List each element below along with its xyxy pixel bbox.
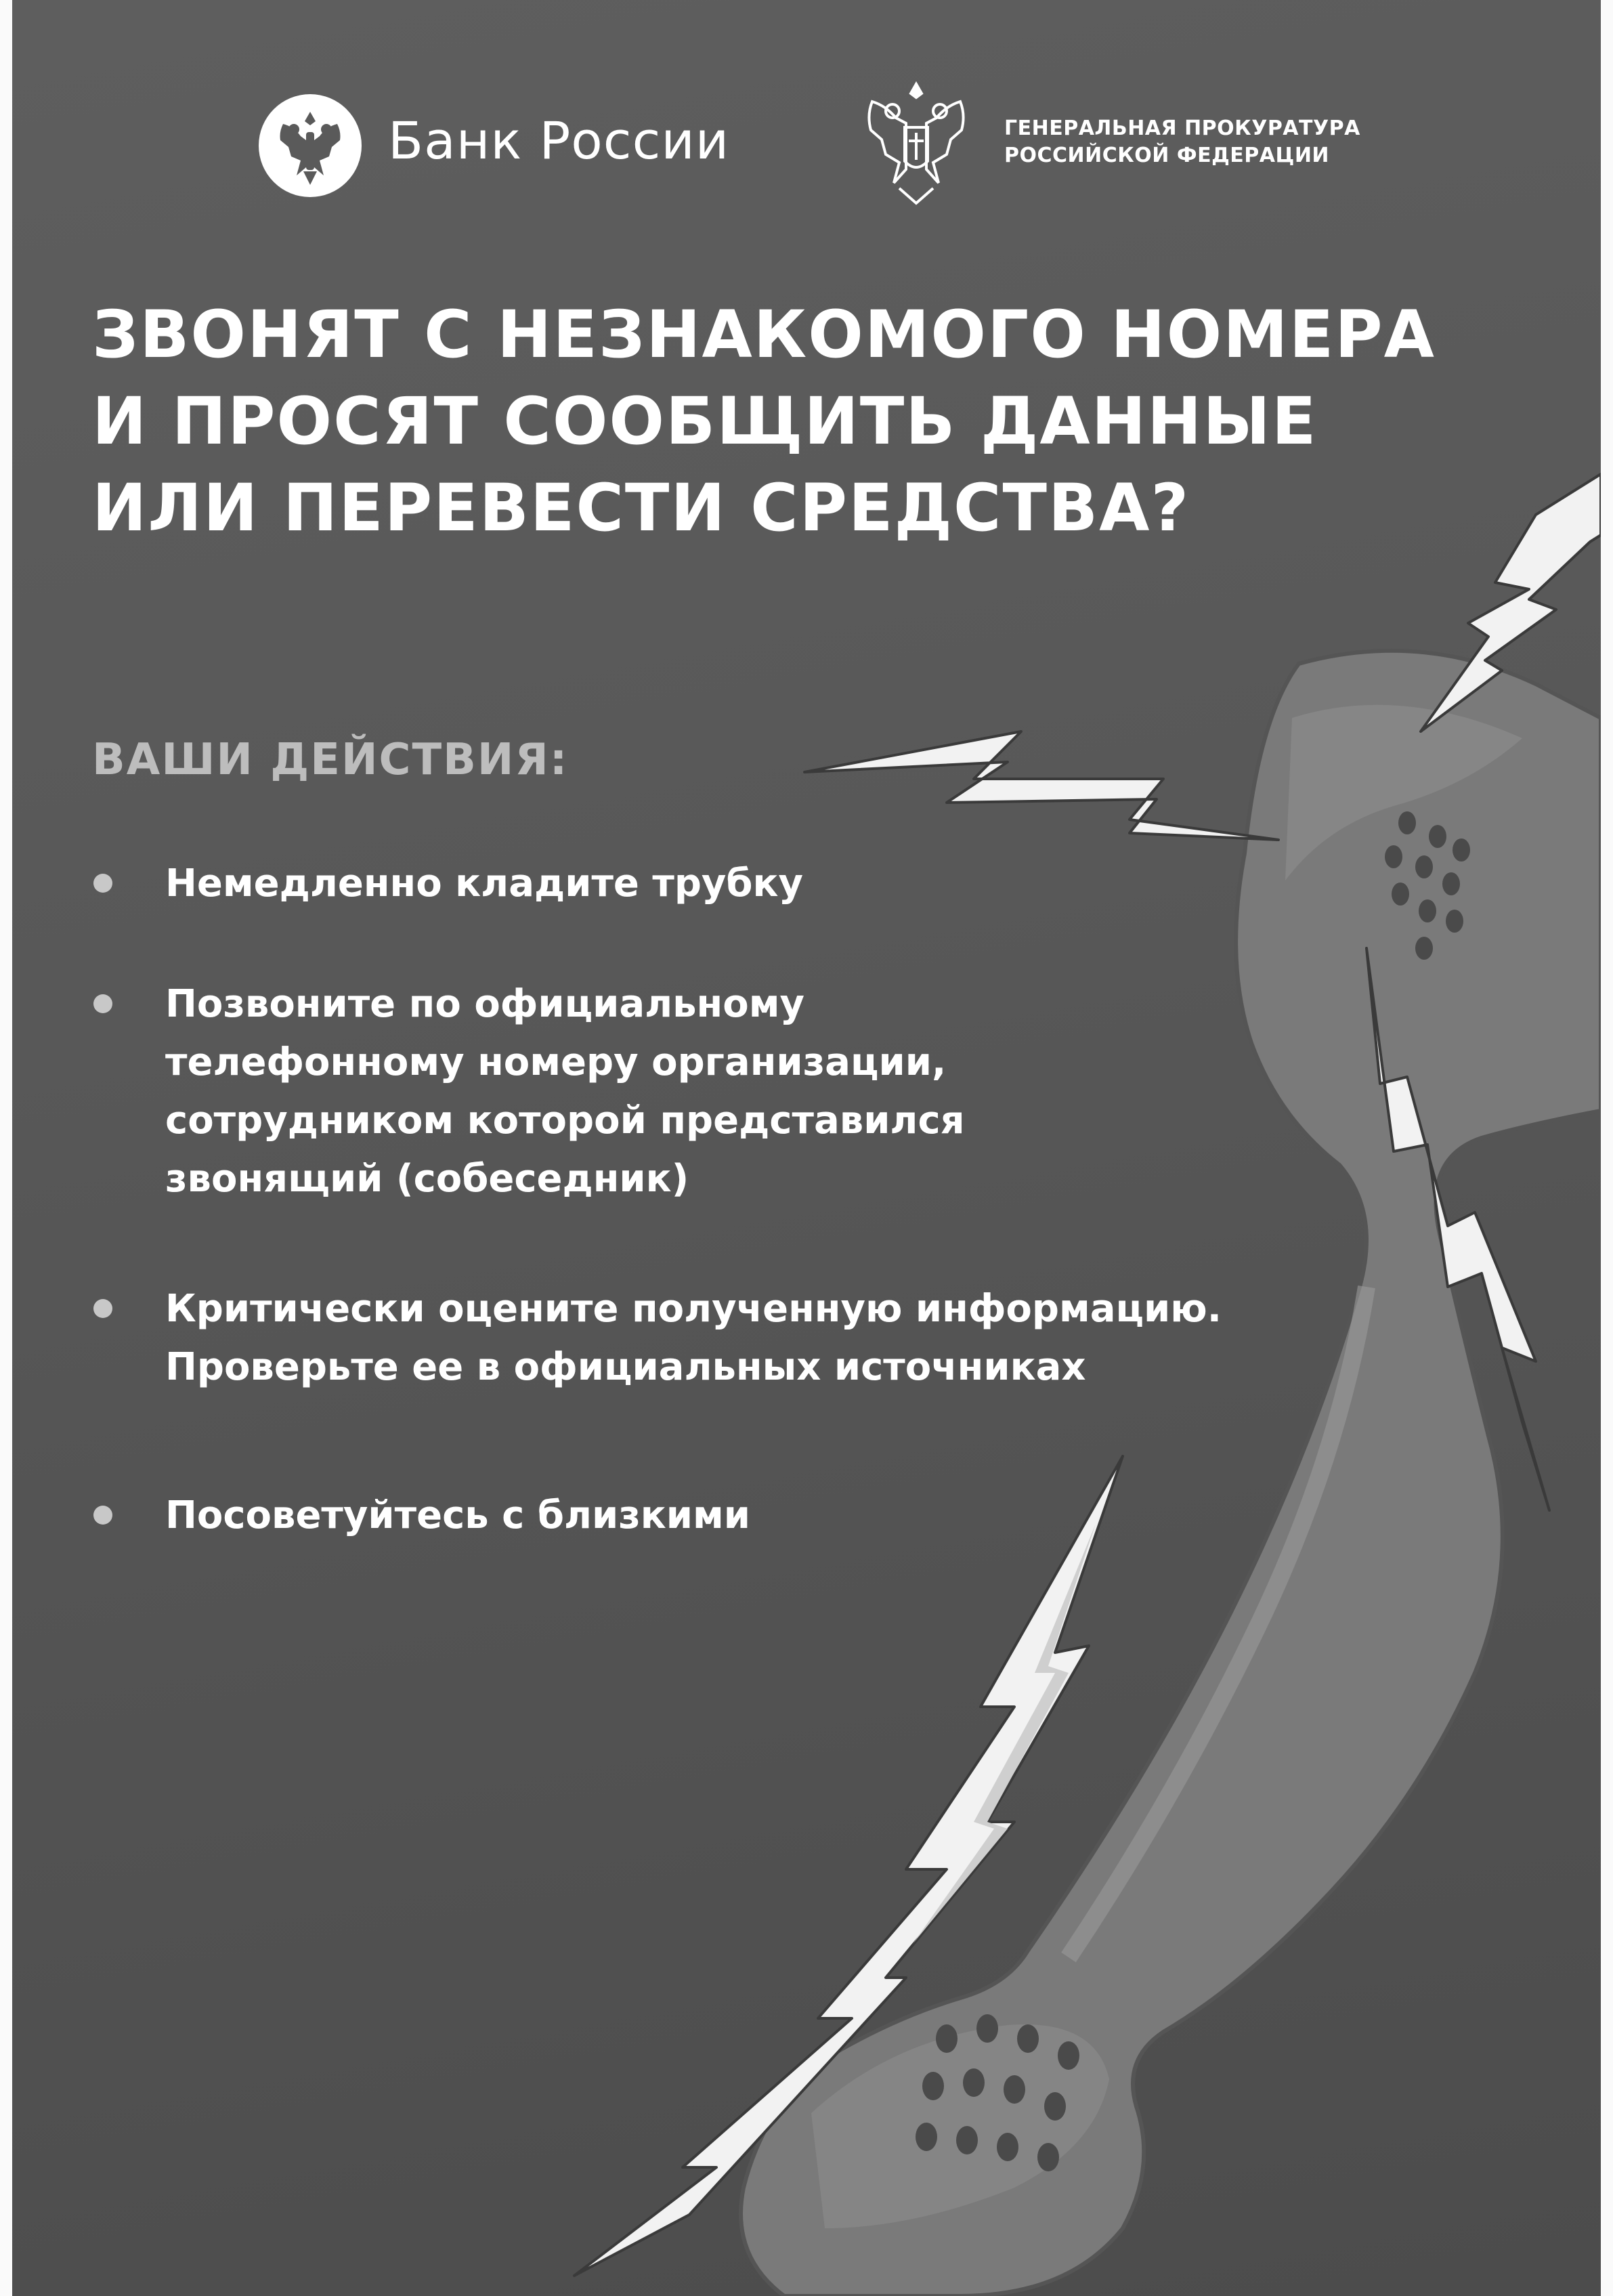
headline-line3: ИЛИ ПЕРЕВЕСТИ СРЕДСТВА?: [92, 470, 1190, 546]
bullet-dot: [93, 874, 112, 893]
action-item-line: Критически оцените полученную информацию.: [165, 1287, 1222, 1331]
action-item-text: [165, 855, 803, 913]
action-item-text: [165, 1487, 750, 1545]
bullet-dot: [93, 1299, 112, 1318]
action-item-line: звонящий (собеседник): [165, 1157, 689, 1201]
action-item-text: [165, 975, 965, 1208]
poster: [12, 0, 1601, 2296]
action-item-text: [165, 1280, 1222, 1397]
prosecutor-eagle-emblem-icon: [859, 75, 974, 210]
bullet-dot: [93, 1506, 112, 1525]
bank-name: Банк России: [388, 110, 730, 171]
prosecutor-general-name: [1004, 115, 1360, 169]
prosecutor-general-logo: [859, 75, 1400, 210]
action-item-line: Посоветуйтесь с близкими: [165, 1493, 751, 1537]
telephone-handset-icon: [741, 651, 1601, 2296]
prosecutor-name-line2: РОССИЙСКОЙ ФЕДЕРАЦИИ: [1004, 144, 1330, 167]
headline-line1: ЗВОНЯТ С НЕЗНАКОМОГО НОМЕРА: [92, 297, 1436, 373]
action-item-line: Проверьте ее в официальных источниках: [165, 1345, 1086, 1389]
headline: [92, 291, 1548, 551]
action-item-line: сотрудником которой представился: [165, 1099, 965, 1143]
actions-title: ВАШИ ДЕЙСТВИЯ:: [92, 735, 569, 785]
bank-of-russia-logo: [256, 91, 730, 200]
action-item-line: Позвоните по официальному: [165, 982, 804, 1026]
bullet-dot: [93, 994, 112, 1013]
action-item-line: Немедленно кладите трубку: [165, 862, 804, 906]
headline-line2: И ПРОСЯТ СООБЩИТЬ ДАННЫЕ: [92, 383, 1318, 459]
double-headed-eagle-icon: [256, 91, 364, 200]
action-item-line: телефонному номеру организации,: [165, 1040, 947, 1084]
prosecutor-name-line1: ГЕНЕРАЛЬНАЯ ПРОКУРАТУРА: [1004, 116, 1360, 140]
